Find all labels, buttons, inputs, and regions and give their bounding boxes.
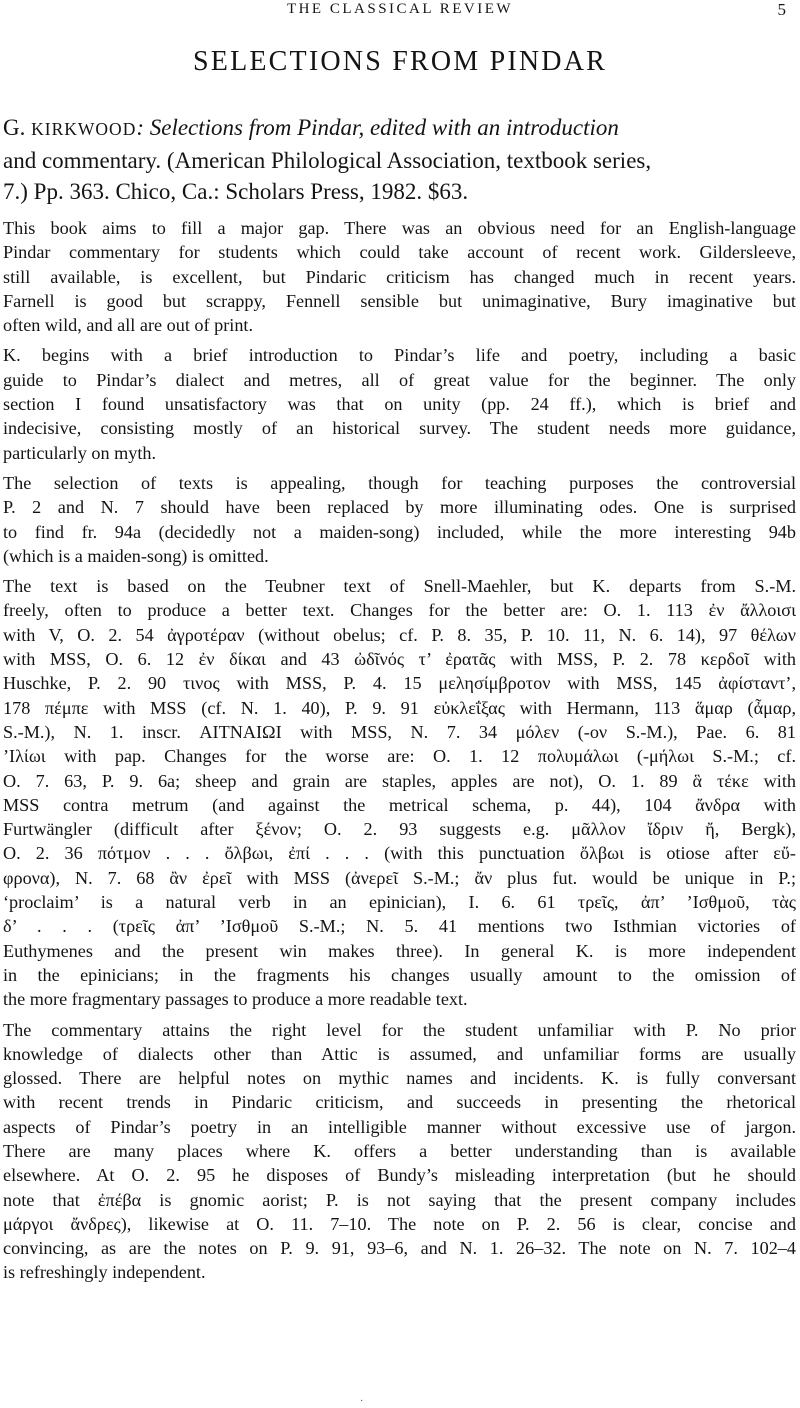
text-line: Huschke, P. 2. 90 τινος with MSS, P. 4. 15 μελησίμβροτον with MSS, 145 ἀφίσταντ’, — [3, 673, 796, 694]
paragraph-2 — [3, 343, 796, 464]
text-line: particularly on myth. — [3, 442, 157, 463]
text-line: O. 7. 63, P. 9. 6a; sheep and grain are staples, apples are not), O. 1. 89 ἃ τέκε with — [3, 770, 796, 791]
text-line: with recent trends in Pindaric criticism, and succeeds in presenting the rhetorical — [3, 1092, 796, 1113]
text-line: ‘proclaim’ is a natural verb in an epinician), I. 6. 61 τρεῖς, ἀπ’ ’Ισθμοῦ, τὰς — [3, 892, 796, 913]
text-line: the more fragmentary passages to produce a more readable text. — [3, 989, 468, 1010]
page-number: 5 — [777, 0, 786, 19]
text-line: Farnell is good but scrappy, Fennell sensible but unimaginative, Bury imaginative but — [3, 290, 796, 311]
running-head — [0, 0, 800, 30]
text-line: Furtwängler (difficult after ξένον; O. 2. 93 suggests e.g. μᾶλλον ἴδριν ἤ, Bergk), — [3, 819, 796, 840]
citation-line-3: 7.) Pp. 363. Chico, Ca.: Scholars Press, 1982. $63. — [3, 179, 469, 204]
text-line: 178 πέμπε with MSS (cf. N. 1. 40), P. 9. 91 εὐκλεΐξας with Hermann, 113 ἅμαρ (ἆμαρ, — [3, 697, 796, 718]
text-line: Pindar commentary for students which could take account of recent work. Gildersleeve, — [3, 242, 796, 263]
text-line: with V, O. 2. 54 ἀγροτέραν (without obelus; cf. P. 8. 35, P. 10. 11, N. 6. 14), 97 θέλων — [3, 624, 796, 645]
text-line: K. begins with a brief introduction to Pindar’s life and poetry, including a basic — [3, 345, 796, 366]
text-line: section I found unsatisfactory was that on unity (pp. 24 ff.), which is brief and — [3, 394, 796, 415]
text-line: is refreshingly independent. — [3, 1262, 206, 1283]
text-line: S.-M.), N. 1. inscr. ΑΙΤΝΑΙΩΙ with MSS, N. 7. 34 μόλεν (-ον S.-M.), Pae. 6. 81 — [3, 721, 796, 742]
paragraph-1 — [3, 216, 796, 337]
text-line: μάργοι ἄνδρες), likewise at O. 11. 7–10. The note on P. 2. 56 is clear, concise and — [3, 1213, 796, 1234]
text-line: MSS contra metrum (and against the metrical schema, p. 44), 104 ἄνδρα with — [3, 794, 796, 815]
text-line: ’Ιλίωι with pap. Changes for the worse are: O. 1. 12 πολυμάλωι (-μήλωι S.-M.; cf. — [3, 746, 796, 767]
text-line: P. 2 and N. 7 should have been replaced by more illuminating odes. One is surprised — [3, 497, 796, 518]
text-line: still available, is excellent, but Pindaric criticism has changed much in recent years. — [3, 266, 796, 287]
text-line: indecisive, consisting mostly of an historical survey. The student needs more guidance, — [3, 418, 796, 439]
text-line: The commentary attains the right level for the student unfamiliar with P. No prior — [3, 1019, 796, 1040]
book-citation — [3, 112, 795, 207]
text-line: convincing, as are the notes on P. 9. 91, 93–6, and N. 1. 26–32. The note on N. 7. 102–4 — [3, 1238, 796, 1259]
text-line: (which is a maiden-song) is omitted. — [3, 545, 269, 566]
text-line: aspects of Pindar’s poetry in an intelligible manner without excessive use of jargon. — [3, 1116, 796, 1137]
text-line: often wild, and all are out of print. — [3, 315, 254, 336]
text-line: guide to Pindar’s dialect and metres, all of great value for the beginner. The only — [3, 369, 796, 390]
page-footer-mark: · — [360, 1396, 364, 1407]
text-line: The selection of texts is appealing, though for teaching purposes the controversial — [3, 472, 796, 493]
citation-line-2: and commentary. (American Philological Association, textbook series, — [3, 148, 652, 173]
text-line: with MSS, O. 6. 12 ἐν δίκαι and 43 ὠδῖνός τ’ ἐρατᾶς with MSS, P. 2. 78 κερδοῖ with — [3, 649, 796, 670]
citation-line-1 — [3, 115, 619, 140]
text-line: in the epinicians; in the fragments his changes usually amount to the omission of — [3, 964, 796, 985]
citation-title-part: : Selections from Pindar, edited with an introduction — [136, 115, 619, 140]
text-line: knowledge of dialects other than Attic is assumed, and unfamiliar forms are usually — [3, 1043, 796, 1064]
text-line: Euthymenes and the present win makes three). In general K. is more independent — [3, 940, 796, 961]
text-line: This book aims to fill a major gap. There was an obvious need for an English-language — [3, 218, 796, 238]
paragraph-5 — [3, 1018, 796, 1285]
text-line: There are many places where K. offers a better understanding than is available — [3, 1140, 796, 1161]
text-line: O. 2. 36 πότμον . . . ὄλβωι, ἐπί . . . (with this punctuation ὄλβωι is otiose after εὔ- — [3, 843, 796, 864]
author-surname: KIRKWOOD — [31, 119, 137, 139]
article-title: SELECTIONS FROM PINDAR — [193, 46, 607, 77]
text-line: freely, often to produce a better text. Changes for the better are: O. 1. 113 ἐν ἄλλοισι — [3, 600, 796, 621]
text-line: note that ἐπέβα is gnomic aorist; P. is not saying that the present company includes — [3, 1189, 796, 1210]
text-line: δ’ . . . (τρεῖς ἀπ’ ’Ισθμοῦ S.-M.; N. 5. 41 mentions two Isthmian victories of — [3, 916, 796, 937]
text-line: elsewhere. At O. 2. 95 he disposes of Bundy’s misleading interpretation (but he should — [3, 1165, 796, 1186]
journal-title: THE CLASSICAL REVIEW — [286, 1, 514, 17]
paragraph-3 — [3, 471, 796, 568]
text-line: glossed. There are helpful notes on mythic names and incidents. K. is fully conversant — [3, 1068, 796, 1089]
text-line: to find fr. 94a (decidedly not a maiden-song) included, while the more interesting 94b — [3, 521, 796, 542]
paragraph-4 — [3, 574, 796, 1011]
text-line: The text is based on the Teubner text of Snell-Maehler, but K. departs from S.-M. — [3, 576, 796, 597]
text-line: φρονα), N. 7. 68 ἂν ἐρεῖ with MSS (ἀνερεῖ S.-M.; ἄν plus fut. would be unique in P.; — [3, 867, 796, 888]
review-body — [3, 216, 796, 1291]
author-initial: G. — [3, 115, 32, 140]
